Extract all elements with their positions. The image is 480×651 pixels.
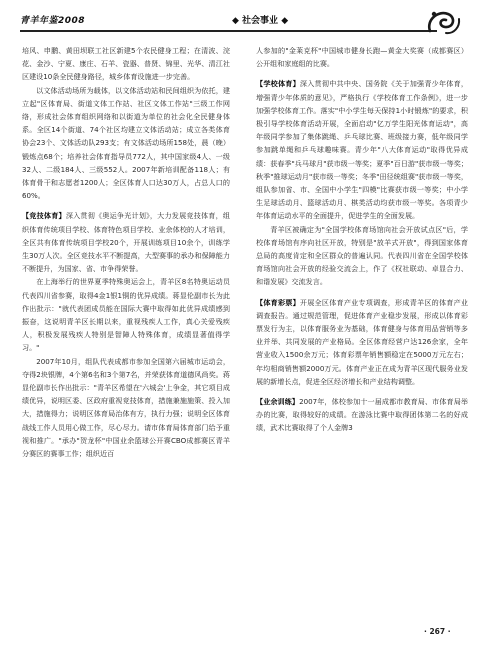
- paragraph: 在上海举行的世界夏季特殊奥运会上，青羊区8名特奥运动员代表四川省参赛，取得4金1银1铜的优异成绩。蒋显伦副市长为此作出批示："就代表团成员能在国际大赛中取得如此优异成绩感到振奋，这说明青羊区长期以来，重视残疾人工作，真心关爱残疾人，积极发展残疾人特别是智障人特殊体育，成绩显著值得学习。": [22, 277, 230, 353]
- section-paragraph-amateur-training: 【业余训练】2007年，体校参加十一届成都市教育局、市体育局举办的比赛，取得较好的成绩。在游泳比赛中取得团体第二名的好成绩，武术比赛取得了个人金牌3: [256, 397, 469, 433]
- left-column: [22, 44, 230, 460]
- section-tag: 【竞技体育】: [22, 211, 66, 221]
- paragraph: 以文体活动场所为载体，以文体活动站和民间组织为依托，建立起"区体育局、街道文体工作站、社区文体工作站"三级工作网络，形成社会体育组织网络和以街道为单位的社会化全民健身体系。全区14个街道、74个社区均建立文体活动站；成立各类体育协会23个、文体活动队293支；有文体活动场所158处，晨（晚）锻炼点68个；培养社会体育指导员772人，其中国家级4人、一级32人、二级184人、三级552人。2007年新培训配备118人；有体育骨干和志愿者1200人；全区体育人口达30万人，占总人口的60%。: [22, 85, 230, 201]
- section-tag: 【业余训练】: [256, 397, 300, 407]
- section-tag: 【学校体育】: [256, 79, 300, 89]
- yearbook-title: 青羊年鉴2008: [20, 16, 86, 26]
- swirl-logo-icon: [424, 6, 462, 38]
- right-column: [256, 44, 468, 435]
- section-paragraph-school-sports: 【学校体育】深入贯彻中共中央、国务院《关于加强青少年体育，增强青少年体质的意见》，严格执行《学校体育工作条例》，进一步加强学校体育工作。落实"中小学生每天保持1小时锻炼"的要求，积极引导学校体育活动开展，全面启动"亿万学生阳光体育运动"，高年级同学参加了集体跳绳、乒乓球比赛、班级接力赛，低年级同学参加跳单绳和乒乓球趣味赛。青少年"八大体育运动"取得优异成绩：获春季"兵马球月"获市级一等奖；夏季"百日游"获市级一等奖；秋季"推球运动月"获市级一等奖；冬季"田径统组赛"获市级一等奖，组队参加省、市、全国中小学生"四模"比赛获市级一等奖；中小学生足球活动月、篮球活动月、棋类活动均获市级一等奖。各项青少年体育运动水平的全面提升，促进学生的全面发展。: [256, 79, 469, 221]
- section-tag: 【体育彩票】: [256, 297, 300, 307]
- section-label: ◆ 社会事业 ◆: [232, 16, 289, 26]
- section-paragraph-sports-lottery: 【体育彩票】开展全区体育产业专项调查，形成青羊区的体育产业调查报告。通过规范管理，促进体育产业稳步发展，形成以体育彩票发行为主，以体育服务业为基础，体育健身与体育用品营销等多业并举、共同发展的产业格局。全区体育经营户达126余家，全年营业收入1500余万元；体育彩票年销售额稳定在5000万元左右；年均相商销售额2000万元。体育产业正在成为青羊区现代服务业发展的新增长点，促进全区经济增长和产业结构调整。: [256, 297, 469, 386]
- section-paragraph-competitive-sports: 【竞技体育】深入贯彻《奥运争光计划》，大力发展竞技体育，组织体育传统项目学校、体育特色项目学校、业余体校的人才培训，全区共有体育传统项目学校20个，开展训练项目10余个，训练学生30万人次。全区竞技水平不断提高，大型赛事的承办和保障能力不断提升，为国家、省、市争得荣誉。: [22, 211, 230, 274]
- paragraph: 青羊区被确定为"全国学校体育场馆向社会开放试点区"后，学校体育场馆有序向社区开放，特别是"放羊式开放"，得到国家体育总局的高度肯定和全区群众的普遍认同。代表四川省在全国学校体育场馆向社会开放的经验交流会上，作了《权社联动、卓显合力、和谐发展》交流发言。: [256, 224, 468, 287]
- paragraph: 人参加的"金莱克杯"中国城市健身长跑—黄金大奖赛（成都赛区）公开组和家庭组的比赛。: [256, 46, 468, 69]
- paragraph: 2007年10月，组队代表成都市参加全国第六届城市运动会，夺得2块银牌，4个第6名和3个第7名，并荣获体育道德风尚奖。蒋显伦副市长作出批示："青羊区希望在'六城会'上争金，其它项目成绩优异，说明区委、区政府重视竞技体育，措施兼施施策、投入加大，措施得力；说明区体育局治体有方，执行力强；说明全区体育战线工作人员用心做工作，尽心尽力。请市体育局体育部门给予重视和推广。"承办"贺龙杯"中国业余篮球公开赛CBO成都赛区青羊分赛区的赛事工作；组织近百: [22, 356, 230, 459]
- paragraph: 培风、申鹏、黄田坝联工社区新建5个农民健身工程；在清波、浣花、金沙、宁夏、康庄、石羊、瓷器、普贤、锦里、光华、清江社区建设10条全民健身路径，城乡体育设施进一步完善。: [22, 46, 230, 82]
- header-rule: [20, 30, 437, 32]
- running-header: [20, 13, 462, 29]
- page-number: · 267 ·: [424, 627, 451, 636]
